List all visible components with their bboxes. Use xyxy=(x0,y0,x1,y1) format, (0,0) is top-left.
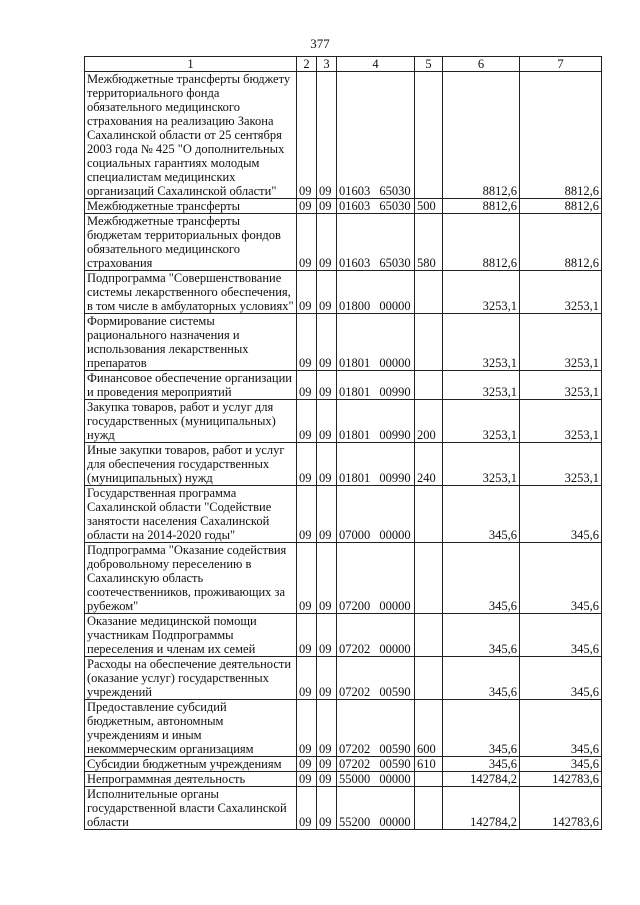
row-amount-1: 345,6 xyxy=(443,757,520,772)
row-subsection: 09 xyxy=(317,700,337,757)
row-section: 09 xyxy=(297,214,317,271)
row-expense-type xyxy=(415,614,443,657)
row-amount-2: 345,6 xyxy=(520,657,602,700)
row-section: 09 xyxy=(297,443,317,486)
row-section: 09 xyxy=(297,700,317,757)
row-expense-type: 610 xyxy=(415,757,443,772)
row-name: Межбюджетные трансферты xyxy=(85,199,297,214)
row-section: 09 xyxy=(297,543,317,614)
row-expense-type xyxy=(415,486,443,543)
row-amount-1: 345,6 xyxy=(443,657,520,700)
row-target-article: 07202 00590 xyxy=(337,757,415,772)
row-name: Межбюджетные трансферты бюджетам территориальных фондов обязательного медицинского страхования xyxy=(85,214,297,271)
row-amount-2: 345,6 xyxy=(520,757,602,772)
row-amount-2: 345,6 xyxy=(520,700,602,757)
row-expense-type: 580 xyxy=(415,214,443,271)
row-amount-1: 3253,1 xyxy=(443,400,520,443)
row-expense-type: 600 xyxy=(415,700,443,757)
row-amount-1: 3253,1 xyxy=(443,314,520,371)
table-row xyxy=(85,443,602,486)
table-row xyxy=(85,543,602,614)
row-expense-type: 200 xyxy=(415,400,443,443)
row-name: Подпрограмма "Оказание содействия добровольному переселению в Сахалинскую область соотечественников, проживающих за рубежом" xyxy=(85,543,297,614)
budget-table xyxy=(84,56,602,830)
row-subsection: 09 xyxy=(317,400,337,443)
row-section: 09 xyxy=(297,199,317,214)
row-target-article: 01603 65030 xyxy=(337,199,415,214)
row-expense-type xyxy=(415,657,443,700)
row-amount-2: 3253,1 xyxy=(520,400,602,443)
row-amount-2: 8812,6 xyxy=(520,214,602,271)
header-col-7: 7 xyxy=(520,57,602,72)
row-name: Предоставление субсидий бюджетным, автономным учреждениям и иным некоммерческим организациям xyxy=(85,700,297,757)
row-amount-2: 142783,6 xyxy=(520,787,602,830)
row-name: Иные закупки товаров, работ и услуг для обеспечения государственных (муниципальных) нужд xyxy=(85,443,297,486)
row-subsection: 09 xyxy=(317,214,337,271)
row-amount-2: 3253,1 xyxy=(520,314,602,371)
table-row xyxy=(85,314,602,371)
table-row xyxy=(85,214,602,271)
row-subsection: 09 xyxy=(317,486,337,543)
row-subsection: 09 xyxy=(317,271,337,314)
row-amount-1: 142784,2 xyxy=(443,772,520,787)
row-target-article: 01801 00990 xyxy=(337,443,415,486)
row-section: 09 xyxy=(297,371,317,400)
row-amount-1: 8812,6 xyxy=(443,214,520,271)
row-name: Непрограммная деятельность xyxy=(85,772,297,787)
table-row xyxy=(85,772,602,787)
header-col-4: 4 xyxy=(337,57,415,72)
row-amount-1: 8812,6 xyxy=(443,199,520,214)
row-target-article: 07202 00590 xyxy=(337,657,415,700)
row-target-article: 07200 00000 xyxy=(337,543,415,614)
row-amount-1: 345,6 xyxy=(443,543,520,614)
header-col-5: 5 xyxy=(415,57,443,72)
row-amount-1: 345,6 xyxy=(443,486,520,543)
row-target-article: 01603 65030 xyxy=(337,214,415,271)
row-section: 09 xyxy=(297,271,317,314)
row-subsection: 09 xyxy=(317,371,337,400)
row-name: Оказание медицинской помощи участникам Подпрограммы переселения и членам их семей xyxy=(85,614,297,657)
row-name: Субсидии бюджетным учреждениям xyxy=(85,757,297,772)
table-row xyxy=(85,199,602,214)
row-amount-2: 3253,1 xyxy=(520,371,602,400)
row-section: 09 xyxy=(297,657,317,700)
row-section: 09 xyxy=(297,400,317,443)
row-expense-type xyxy=(415,772,443,787)
table-row xyxy=(85,371,602,400)
table-row xyxy=(85,486,602,543)
row-subsection: 09 xyxy=(317,72,337,199)
row-amount-2: 345,6 xyxy=(520,543,602,614)
row-expense-type: 240 xyxy=(415,443,443,486)
row-expense-type xyxy=(415,72,443,199)
row-name: Закупка товаров, работ и услуг для государственных (муниципальных) нужд xyxy=(85,400,297,443)
row-name: Государственная программа Сахалинской области "Содействие занятости населения Сахалинской области на 2014-2020 годы" xyxy=(85,486,297,543)
row-target-article: 07202 00000 xyxy=(337,614,415,657)
table-row xyxy=(85,700,602,757)
row-target-article: 01801 00990 xyxy=(337,371,415,400)
row-amount-2: 3253,1 xyxy=(520,271,602,314)
row-amount-2: 3253,1 xyxy=(520,443,602,486)
row-target-article: 01801 00000 xyxy=(337,314,415,371)
row-subsection: 09 xyxy=(317,199,337,214)
row-target-article: 55000 00000 xyxy=(337,772,415,787)
row-expense-type xyxy=(415,314,443,371)
table-row xyxy=(85,400,602,443)
row-subsection: 09 xyxy=(317,657,337,700)
row-subsection: 09 xyxy=(317,314,337,371)
row-expense-type xyxy=(415,543,443,614)
row-section: 09 xyxy=(297,772,317,787)
row-target-article: 07202 00590 xyxy=(337,700,415,757)
row-name: Финансовое обеспечение организации и проведения мероприятий xyxy=(85,371,297,400)
row-target-article: 01800 00000 xyxy=(337,271,415,314)
table-row xyxy=(85,614,602,657)
table-row xyxy=(85,787,602,830)
header-row xyxy=(85,57,602,72)
row-amount-1: 3253,1 xyxy=(443,371,520,400)
row-section: 09 xyxy=(297,314,317,371)
table-row xyxy=(85,72,602,199)
page-number: 377 xyxy=(310,36,330,51)
row-amount-2: 8812,6 xyxy=(520,199,602,214)
row-subsection: 09 xyxy=(317,543,337,614)
row-name: Подпрограмма "Совершенствование системы лекарственного обеспечения, в том числе в амбулаторных условиях" xyxy=(85,271,297,314)
row-amount-2: 345,6 xyxy=(520,486,602,543)
row-section: 09 xyxy=(297,787,317,830)
table-row xyxy=(85,657,602,700)
row-subsection: 09 xyxy=(317,787,337,830)
row-target-article: 01801 00990 xyxy=(337,400,415,443)
row-section: 09 xyxy=(297,72,317,199)
header-col-6: 6 xyxy=(443,57,520,72)
row-target-article: 01603 65030 xyxy=(337,72,415,199)
table-row xyxy=(85,271,602,314)
row-section: 09 xyxy=(297,614,317,657)
header-col-1: 1 xyxy=(85,57,297,72)
row-section: 09 xyxy=(297,486,317,543)
table-row xyxy=(85,757,602,772)
row-amount-2: 142783,6 xyxy=(520,772,602,787)
row-amount-1: 142784,2 xyxy=(443,787,520,830)
row-amount-2: 345,6 xyxy=(520,614,602,657)
row-subsection: 09 xyxy=(317,757,337,772)
row-name: Межбюджетные трансферты бюджету территориального фонда обязательного медицинского страхования на реализацию Закона Сахалинской области от 25 сентября 2003 года № 425 "О дополнительных социальных гарантиях молодым специалистам медицинских организаций Сахалинской области" xyxy=(85,72,297,199)
row-name: Формирование системы рационального назначения и использования лекарственных препаратов xyxy=(85,314,297,371)
row-target-article: 07000 00000 xyxy=(337,486,415,543)
row-target-article: 55200 00000 xyxy=(337,787,415,830)
row-expense-type xyxy=(415,271,443,314)
row-amount-1: 345,6 xyxy=(443,614,520,657)
row-name: Исполнительные органы государственной власти Сахалинской области xyxy=(85,787,297,830)
row-subsection: 09 xyxy=(317,772,337,787)
row-amount-1: 3253,1 xyxy=(443,443,520,486)
row-amount-1: 3253,1 xyxy=(443,271,520,314)
row-amount-2: 8812,6 xyxy=(520,72,602,199)
row-subsection: 09 xyxy=(317,443,337,486)
row-name: Расходы на обеспечение деятельности (оказание услуг) государственных учреждений xyxy=(85,657,297,700)
header-col-2: 2 xyxy=(297,57,317,72)
row-expense-type xyxy=(415,787,443,830)
row-amount-1: 8812,6 xyxy=(443,72,520,199)
row-amount-1: 345,6 xyxy=(443,700,520,757)
row-expense-type xyxy=(415,371,443,400)
row-section: 09 xyxy=(297,757,317,772)
row-subsection: 09 xyxy=(317,614,337,657)
row-expense-type: 500 xyxy=(415,199,443,214)
header-col-3: 3 xyxy=(317,57,337,72)
